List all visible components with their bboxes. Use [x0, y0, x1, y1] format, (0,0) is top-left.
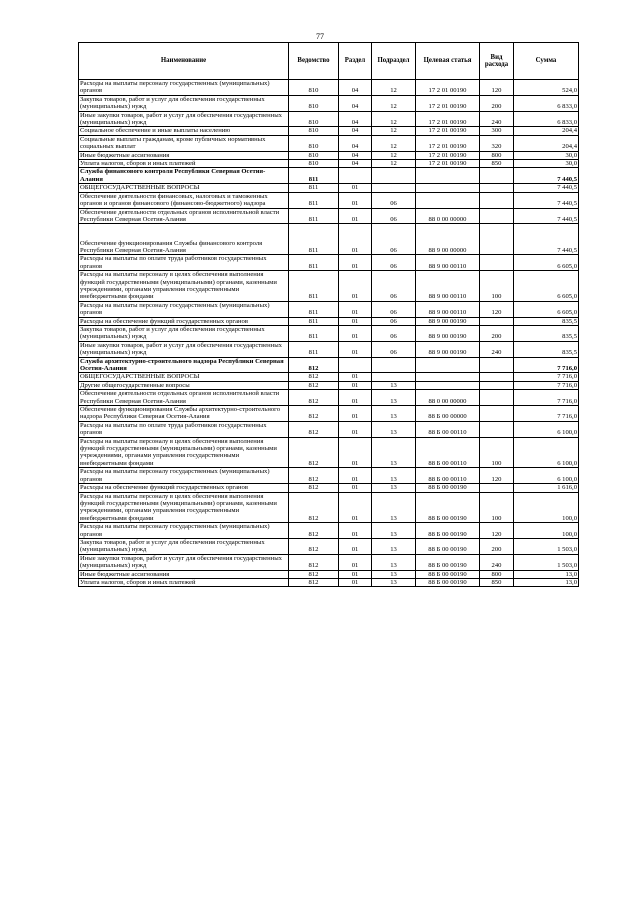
- row-vid-raskhoda: 120: [480, 80, 514, 96]
- row-vid-raskhoda: [480, 184, 514, 192]
- row-razdel: 01: [339, 373, 372, 381]
- row-vid-raskhoda: 240: [480, 341, 514, 357]
- row-vedomstvo: 812: [289, 421, 339, 437]
- table-row: [79, 523, 579, 539]
- row-tselevaya-statya: 88 Б 00 00190: [416, 578, 480, 586]
- row-name: Иные бюджетные ассигнования: [79, 570, 289, 578]
- row-razdel: 04: [339, 80, 372, 96]
- row-vid-raskhoda: 800: [480, 570, 514, 578]
- table-header-row: [79, 43, 579, 80]
- row-vid-raskhoda: 200: [480, 538, 514, 554]
- row-podrazdel: 12: [372, 160, 416, 168]
- row-summa: 6 833,0: [514, 111, 579, 127]
- table-row: [79, 421, 579, 437]
- row-vid-raskhoda: [480, 421, 514, 437]
- row-podrazdel: 13: [372, 492, 416, 523]
- row-podrazdel: 12: [372, 95, 416, 111]
- table-row: [79, 168, 579, 184]
- row-vedomstvo: 811: [289, 325, 339, 341]
- header-vid-raskhoda: Вид расхода: [480, 43, 514, 80]
- row-summa: 204,4: [514, 135, 579, 151]
- row-name: Иные закупки товаров, работ и услуг для обеспечения государственных (муниципальных) нужд: [79, 554, 289, 570]
- row-vedomstvo: 811: [289, 317, 339, 325]
- row-summa: 6 605,0: [514, 301, 579, 317]
- row-name: Расходы на выплаты персоналу государственных (муниципальных) органов: [79, 80, 289, 96]
- row-name: Расходы на выплаты персоналу в целях обеспечения выполнения функций государственными (муниципальными) органами, казенными учреждениями, органами управления государственными внебюджетными фондами: [79, 271, 289, 302]
- header-summa: Сумма: [514, 43, 579, 80]
- row-tselevaya-statya: 88 Б 00 00110: [416, 437, 480, 468]
- row-razdel: 01: [339, 421, 372, 437]
- row-vid-raskhoda: 200: [480, 95, 514, 111]
- row-vedomstvo: 812: [289, 357, 339, 373]
- row-tselevaya-statya: 88 9 00 00110: [416, 271, 480, 302]
- row-tselevaya-statya: 88 Б 00 00190: [416, 523, 480, 539]
- row-vedomstvo: 812: [289, 492, 339, 523]
- row-podrazdel: 13: [372, 421, 416, 437]
- table-row: [79, 381, 579, 389]
- table-row: [79, 341, 579, 357]
- table-row: [79, 151, 579, 159]
- row-summa: 204,4: [514, 127, 579, 135]
- row-podrazdel: 13: [372, 390, 416, 406]
- row-podrazdel: 13: [372, 554, 416, 570]
- row-tselevaya-statya: [416, 381, 480, 389]
- row-vid-raskhoda: 120: [480, 523, 514, 539]
- row-razdel: 01: [339, 325, 372, 341]
- row-summa: 1 503,0: [514, 538, 579, 554]
- row-tselevaya-statya: 88 Б 00 00190: [416, 570, 480, 578]
- row-razdel: 01: [339, 437, 372, 468]
- row-vedomstvo: 812: [289, 554, 339, 570]
- row-razdel: [339, 357, 372, 373]
- row-tselevaya-statya: 88 9 00 00110: [416, 255, 480, 271]
- row-summa: 100,0: [514, 492, 579, 523]
- row-summa: 7 716,0: [514, 357, 579, 373]
- table-row: [79, 127, 579, 135]
- row-podrazdel: 06: [372, 325, 416, 341]
- row-name: Социальные выплаты гражданам, кроме публичных нормативных социальных выплат: [79, 135, 289, 151]
- table-row: [79, 554, 579, 570]
- table-row: [79, 160, 579, 168]
- row-podrazdel: [372, 373, 416, 381]
- row-vedomstvo: 811: [289, 184, 339, 192]
- row-summa: 7 440,5: [514, 224, 579, 255]
- row-vid-raskhoda: [480, 192, 514, 208]
- row-podrazdel: 12: [372, 80, 416, 96]
- row-vedomstvo: 812: [289, 437, 339, 468]
- row-razdel: 01: [339, 554, 372, 570]
- table-row: [79, 570, 579, 578]
- table-row: [79, 538, 579, 554]
- row-podrazdel: 12: [372, 135, 416, 151]
- row-tselevaya-statya: 88 0 00 00000: [416, 390, 480, 406]
- row-razdel: 01: [339, 184, 372, 192]
- row-vedomstvo: 811: [289, 271, 339, 302]
- row-name: Расходы на выплаты по оплате труда работников государственных органов: [79, 255, 289, 271]
- row-podrazdel: 13: [372, 484, 416, 492]
- row-vid-raskhoda: [480, 255, 514, 271]
- table-row: [79, 373, 579, 381]
- row-summa: 6 100,0: [514, 421, 579, 437]
- row-podrazdel: 06: [372, 208, 416, 224]
- row-tselevaya-statya: 88 Б 00 00000: [416, 406, 480, 422]
- row-vedomstvo: 812: [289, 538, 339, 554]
- row-vid-raskhoda: [480, 390, 514, 406]
- row-summa: 6 833,0: [514, 95, 579, 111]
- row-tselevaya-statya: [416, 192, 480, 208]
- row-podrazdel: 12: [372, 151, 416, 159]
- row-razdel: 04: [339, 95, 372, 111]
- row-vid-raskhoda: [480, 357, 514, 373]
- row-podrazdel: [372, 168, 416, 184]
- row-tselevaya-statya: [416, 357, 480, 373]
- row-vedomstvo: 811: [289, 192, 339, 208]
- row-tselevaya-statya: 17 2 01 00190: [416, 135, 480, 151]
- row-vedomstvo: 810: [289, 135, 339, 151]
- row-podrazdel: 12: [372, 111, 416, 127]
- row-vedomstvo: 811: [289, 168, 339, 184]
- row-summa: 6 605,0: [514, 271, 579, 302]
- row-razdel: 04: [339, 151, 372, 159]
- row-razdel: 04: [339, 135, 372, 151]
- row-tselevaya-statya: 17 2 01 00190: [416, 127, 480, 135]
- row-vid-raskhoda: [480, 484, 514, 492]
- row-summa: 7 716,0: [514, 381, 579, 389]
- table-row: [79, 484, 579, 492]
- row-summa: 7 716,0: [514, 390, 579, 406]
- row-vedomstvo: 812: [289, 570, 339, 578]
- table-row: [79, 80, 579, 96]
- row-name: Обеспечение деятельности финансовых, налоговых и таможенных органов и органов финансового (финансово-бюджетного) надзора: [79, 192, 289, 208]
- row-summa: 30,0: [514, 151, 579, 159]
- table-row: [79, 317, 579, 325]
- row-name: Закупка товаров, работ и услуг для обеспечения государственных (муниципальных) нужд: [79, 538, 289, 554]
- row-razdel: 01: [339, 192, 372, 208]
- row-vid-raskhoda: 120: [480, 468, 514, 484]
- row-vedomstvo: 810: [289, 127, 339, 135]
- row-name: Расходы на выплаты персоналу государственных (муниципальных) органов: [79, 468, 289, 484]
- row-summa: 6 605,0: [514, 255, 579, 271]
- row-name: Уплата налогов, сборов и иных платежей: [79, 160, 289, 168]
- row-vid-raskhoda: [480, 168, 514, 184]
- row-razdel: 01: [339, 224, 372, 255]
- row-podrazdel: 13: [372, 570, 416, 578]
- row-vedomstvo: 812: [289, 373, 339, 381]
- row-razdel: 01: [339, 301, 372, 317]
- row-vid-raskhoda: 300: [480, 127, 514, 135]
- row-razdel: 01: [339, 208, 372, 224]
- table-row: [79, 271, 579, 302]
- row-podrazdel: 06: [372, 301, 416, 317]
- row-name: Закупка товаров, работ и услуг для обеспечения государственных (муниципальных) нужд: [79, 95, 289, 111]
- row-razdel: 01: [339, 484, 372, 492]
- row-name: Расходы на выплаты персоналу государственных (муниципальных) органов: [79, 523, 289, 539]
- row-vid-raskhoda: [480, 208, 514, 224]
- row-podrazdel: 13: [372, 437, 416, 468]
- row-podrazdel: 13: [372, 406, 416, 422]
- row-tselevaya-statya: [416, 373, 480, 381]
- row-tselevaya-statya: 88 Б 00 00190: [416, 484, 480, 492]
- row-vedomstvo: 812: [289, 406, 339, 422]
- row-name: ОБЩЕГОСУДАРСТВЕННЫЕ ВОПРОСЫ: [79, 184, 289, 192]
- table-row: [79, 390, 579, 406]
- row-vid-raskhoda: 100: [480, 271, 514, 302]
- page-number: 77: [316, 32, 324, 41]
- table-row: [79, 224, 579, 255]
- row-podrazdel: 06: [372, 224, 416, 255]
- table-row: [79, 192, 579, 208]
- row-name: Социальное обеспечение и иные выплаты населению: [79, 127, 289, 135]
- row-vedomstvo: 810: [289, 80, 339, 96]
- table-row: [79, 325, 579, 341]
- header-vedomstvo: Ведомство: [289, 43, 339, 80]
- row-vedomstvo: 811: [289, 255, 339, 271]
- row-summa: 7 716,0: [514, 373, 579, 381]
- row-vedomstvo: 812: [289, 468, 339, 484]
- header-razdel: Раздел: [339, 43, 372, 80]
- row-tselevaya-statya: 17 2 01 00190: [416, 111, 480, 127]
- row-summa: 13,0: [514, 570, 579, 578]
- row-vedomstvo: 812: [289, 523, 339, 539]
- row-podrazdel: 13: [372, 538, 416, 554]
- row-vedomstvo: 811: [289, 208, 339, 224]
- row-name: ОБЩЕГОСУДАРСТВЕННЫЕ ВОПРОСЫ: [79, 373, 289, 381]
- row-tselevaya-statya: [416, 184, 480, 192]
- row-name: Обеспечение функционирования Службы архитектурно-строительного надзора Республики Северная Осетия-Алания: [79, 406, 289, 422]
- row-podrazdel: 06: [372, 255, 416, 271]
- row-summa: 7 440,5: [514, 184, 579, 192]
- table-row: [79, 437, 579, 468]
- table-row: [79, 301, 579, 317]
- row-name: Иные закупки товаров, работ и услуг для обеспечения государственных (муниципальных) нужд: [79, 341, 289, 357]
- row-tselevaya-statya: 88 9 00 00000: [416, 224, 480, 255]
- row-razdel: 01: [339, 570, 372, 578]
- row-name: Обеспечение функционирования Службы финансового контроля Республики Северная Осетия-Алания: [79, 224, 289, 255]
- row-razdel: 04: [339, 127, 372, 135]
- row-summa: 1 616,0: [514, 484, 579, 492]
- row-podrazdel: 13: [372, 381, 416, 389]
- row-name: Расходы на выплаты по оплате труда работников государственных органов: [79, 421, 289, 437]
- table-row: [79, 135, 579, 151]
- header-podrazdel: Подраздел: [372, 43, 416, 80]
- row-podrazdel: 06: [372, 271, 416, 302]
- row-vid-raskhoda: 320: [480, 135, 514, 151]
- row-vid-raskhoda: 200: [480, 325, 514, 341]
- row-razdel: 01: [339, 271, 372, 302]
- table-row: [79, 184, 579, 192]
- row-razdel: 01: [339, 538, 372, 554]
- row-summa: 1 503,0: [514, 554, 579, 570]
- row-tselevaya-statya: 17 2 01 00190: [416, 151, 480, 159]
- table-row: [79, 255, 579, 271]
- row-tselevaya-statya: 88 9 00 00190: [416, 341, 480, 357]
- row-summa: 30,0: [514, 160, 579, 168]
- budget-table: [78, 42, 579, 587]
- row-summa: 7 440,5: [514, 208, 579, 224]
- row-vedomstvo: 812: [289, 578, 339, 586]
- row-vid-raskhoda: [480, 406, 514, 422]
- row-name: Расходы на выплаты персоналу государственных (муниципальных) органов: [79, 301, 289, 317]
- header-name: Наименование: [79, 43, 289, 80]
- table-row: [79, 578, 579, 586]
- row-podrazdel: 06: [372, 192, 416, 208]
- row-razdel: 04: [339, 160, 372, 168]
- row-name: Иные закупки товаров, работ и услуг для обеспечения государственных (муниципальных) нужд: [79, 111, 289, 127]
- row-vid-raskhoda: [480, 381, 514, 389]
- row-summa: 835,5: [514, 317, 579, 325]
- row-summa: 7 440,5: [514, 192, 579, 208]
- row-razdel: 01: [339, 406, 372, 422]
- row-vid-raskhoda: [480, 373, 514, 381]
- row-vedomstvo: 810: [289, 95, 339, 111]
- row-vedomstvo: 811: [289, 301, 339, 317]
- row-tselevaya-statya: 88 9 00 00190: [416, 317, 480, 325]
- row-tselevaya-statya: 88 Б 00 00190: [416, 554, 480, 570]
- row-name: Обеспечение деятельности отдельных органов исполнительной власти Республики Северная Осетия-Алания: [79, 208, 289, 224]
- row-name: Расходы на обеспечение функций государственных органов: [79, 484, 289, 492]
- header-tselevaya-statya: Целевая статья: [416, 43, 480, 80]
- row-tselevaya-statya: 88 Б 00 00110: [416, 421, 480, 437]
- row-vid-raskhoda: 850: [480, 578, 514, 586]
- row-vedomstvo: 810: [289, 111, 339, 127]
- row-name: Расходы на выплаты персоналу в целях обеспечения выполнения функций государственными (муниципальными) органами, казенными учреждениями, органами управления государственными внебюджетными фондами: [79, 437, 289, 468]
- table-row: [79, 492, 579, 523]
- row-podrazdel: [372, 357, 416, 373]
- row-razdel: 01: [339, 468, 372, 484]
- row-razdel: [339, 168, 372, 184]
- row-podrazdel: 13: [372, 523, 416, 539]
- row-razdel: 01: [339, 523, 372, 539]
- row-tselevaya-statya: 88 9 00 00110: [416, 301, 480, 317]
- row-vedomstvo: 812: [289, 390, 339, 406]
- row-name: Обеспечение деятельности отдельных органов исполнительной власти Республики Северная Осетия-Алания: [79, 390, 289, 406]
- row-vid-raskhoda: 120: [480, 301, 514, 317]
- row-vedomstvo: 812: [289, 381, 339, 389]
- row-vedomstvo: 811: [289, 341, 339, 357]
- row-name: Закупка товаров, работ и услуг для обеспечения государственных (муниципальных) нужд: [79, 325, 289, 341]
- row-summa: 835,5: [514, 341, 579, 357]
- row-summa: 6 100,0: [514, 468, 579, 484]
- row-podrazdel: 06: [372, 341, 416, 357]
- row-name: Расходы на выплаты персоналу в целях обеспечения выполнения функций государственными (муниципальными) органами, казенными учреждениями, органами управления государственными внебюджетными фондами: [79, 492, 289, 523]
- row-name: Служба финансового контроля Республики Северная Осетия-Алания: [79, 168, 289, 184]
- row-tselevaya-statya: 88 Б 00 00190: [416, 492, 480, 523]
- table-row: [79, 357, 579, 373]
- row-razdel: 04: [339, 111, 372, 127]
- row-name: Другие общегосударственные вопросы: [79, 381, 289, 389]
- row-vid-raskhoda: [480, 317, 514, 325]
- row-tselevaya-statya: 88 Б 00 00110: [416, 468, 480, 484]
- row-vid-raskhoda: 100: [480, 492, 514, 523]
- row-vid-raskhoda: 850: [480, 160, 514, 168]
- row-podrazdel: 12: [372, 127, 416, 135]
- row-podrazdel: 06: [372, 317, 416, 325]
- row-vid-raskhoda: 800: [480, 151, 514, 159]
- row-razdel: 01: [339, 492, 372, 523]
- row-tselevaya-statya: [416, 168, 480, 184]
- row-podrazdel: 13: [372, 578, 416, 586]
- row-name: Иные бюджетные ассигнования: [79, 151, 289, 159]
- row-razdel: 01: [339, 317, 372, 325]
- row-vid-raskhoda: 100: [480, 437, 514, 468]
- row-tselevaya-statya: 88 9 00 00190: [416, 325, 480, 341]
- table-body: [79, 80, 579, 587]
- row-podrazdel: 13: [372, 468, 416, 484]
- row-vedomstvo: 810: [289, 160, 339, 168]
- row-razdel: 01: [339, 341, 372, 357]
- table-row: [79, 208, 579, 224]
- row-name: Уплата налогов, сборов и иных платежей: [79, 578, 289, 586]
- row-vedomstvo: 810: [289, 151, 339, 159]
- row-razdel: 01: [339, 381, 372, 389]
- row-vid-raskhoda: 240: [480, 554, 514, 570]
- row-summa: 7 440,5: [514, 168, 579, 184]
- row-podrazdel: [372, 184, 416, 192]
- row-vid-raskhoda: [480, 224, 514, 255]
- row-summa: 100,0: [514, 523, 579, 539]
- table-row: [79, 95, 579, 111]
- row-tselevaya-statya: 88 0 00 00000: [416, 208, 480, 224]
- table-row: [79, 406, 579, 422]
- row-tselevaya-statya: 88 Б 00 00190: [416, 538, 480, 554]
- row-summa: 13,0: [514, 578, 579, 586]
- table-row: [79, 468, 579, 484]
- row-razdel: 01: [339, 578, 372, 586]
- row-summa: 835,5: [514, 325, 579, 341]
- row-vid-raskhoda: 240: [480, 111, 514, 127]
- row-razdel: 01: [339, 255, 372, 271]
- row-name: Расходы на обеспечение функций государственных органов: [79, 317, 289, 325]
- row-tselevaya-statya: 17 2 01 00190: [416, 95, 480, 111]
- row-tselevaya-statya: 17 2 01 00190: [416, 160, 480, 168]
- table-row: [79, 111, 579, 127]
- row-tselevaya-statya: 17 2 01 00190: [416, 80, 480, 96]
- row-summa: 7 716,0: [514, 406, 579, 422]
- row-vedomstvo: 812: [289, 484, 339, 492]
- row-summa: 524,0: [514, 80, 579, 96]
- row-vedomstvo: 811: [289, 224, 339, 255]
- row-razdel: 01: [339, 390, 372, 406]
- row-summa: 6 100,0: [514, 437, 579, 468]
- row-name: Служба архитектурно-строительного надзора Республики Северная Осетия-Алания: [79, 357, 289, 373]
